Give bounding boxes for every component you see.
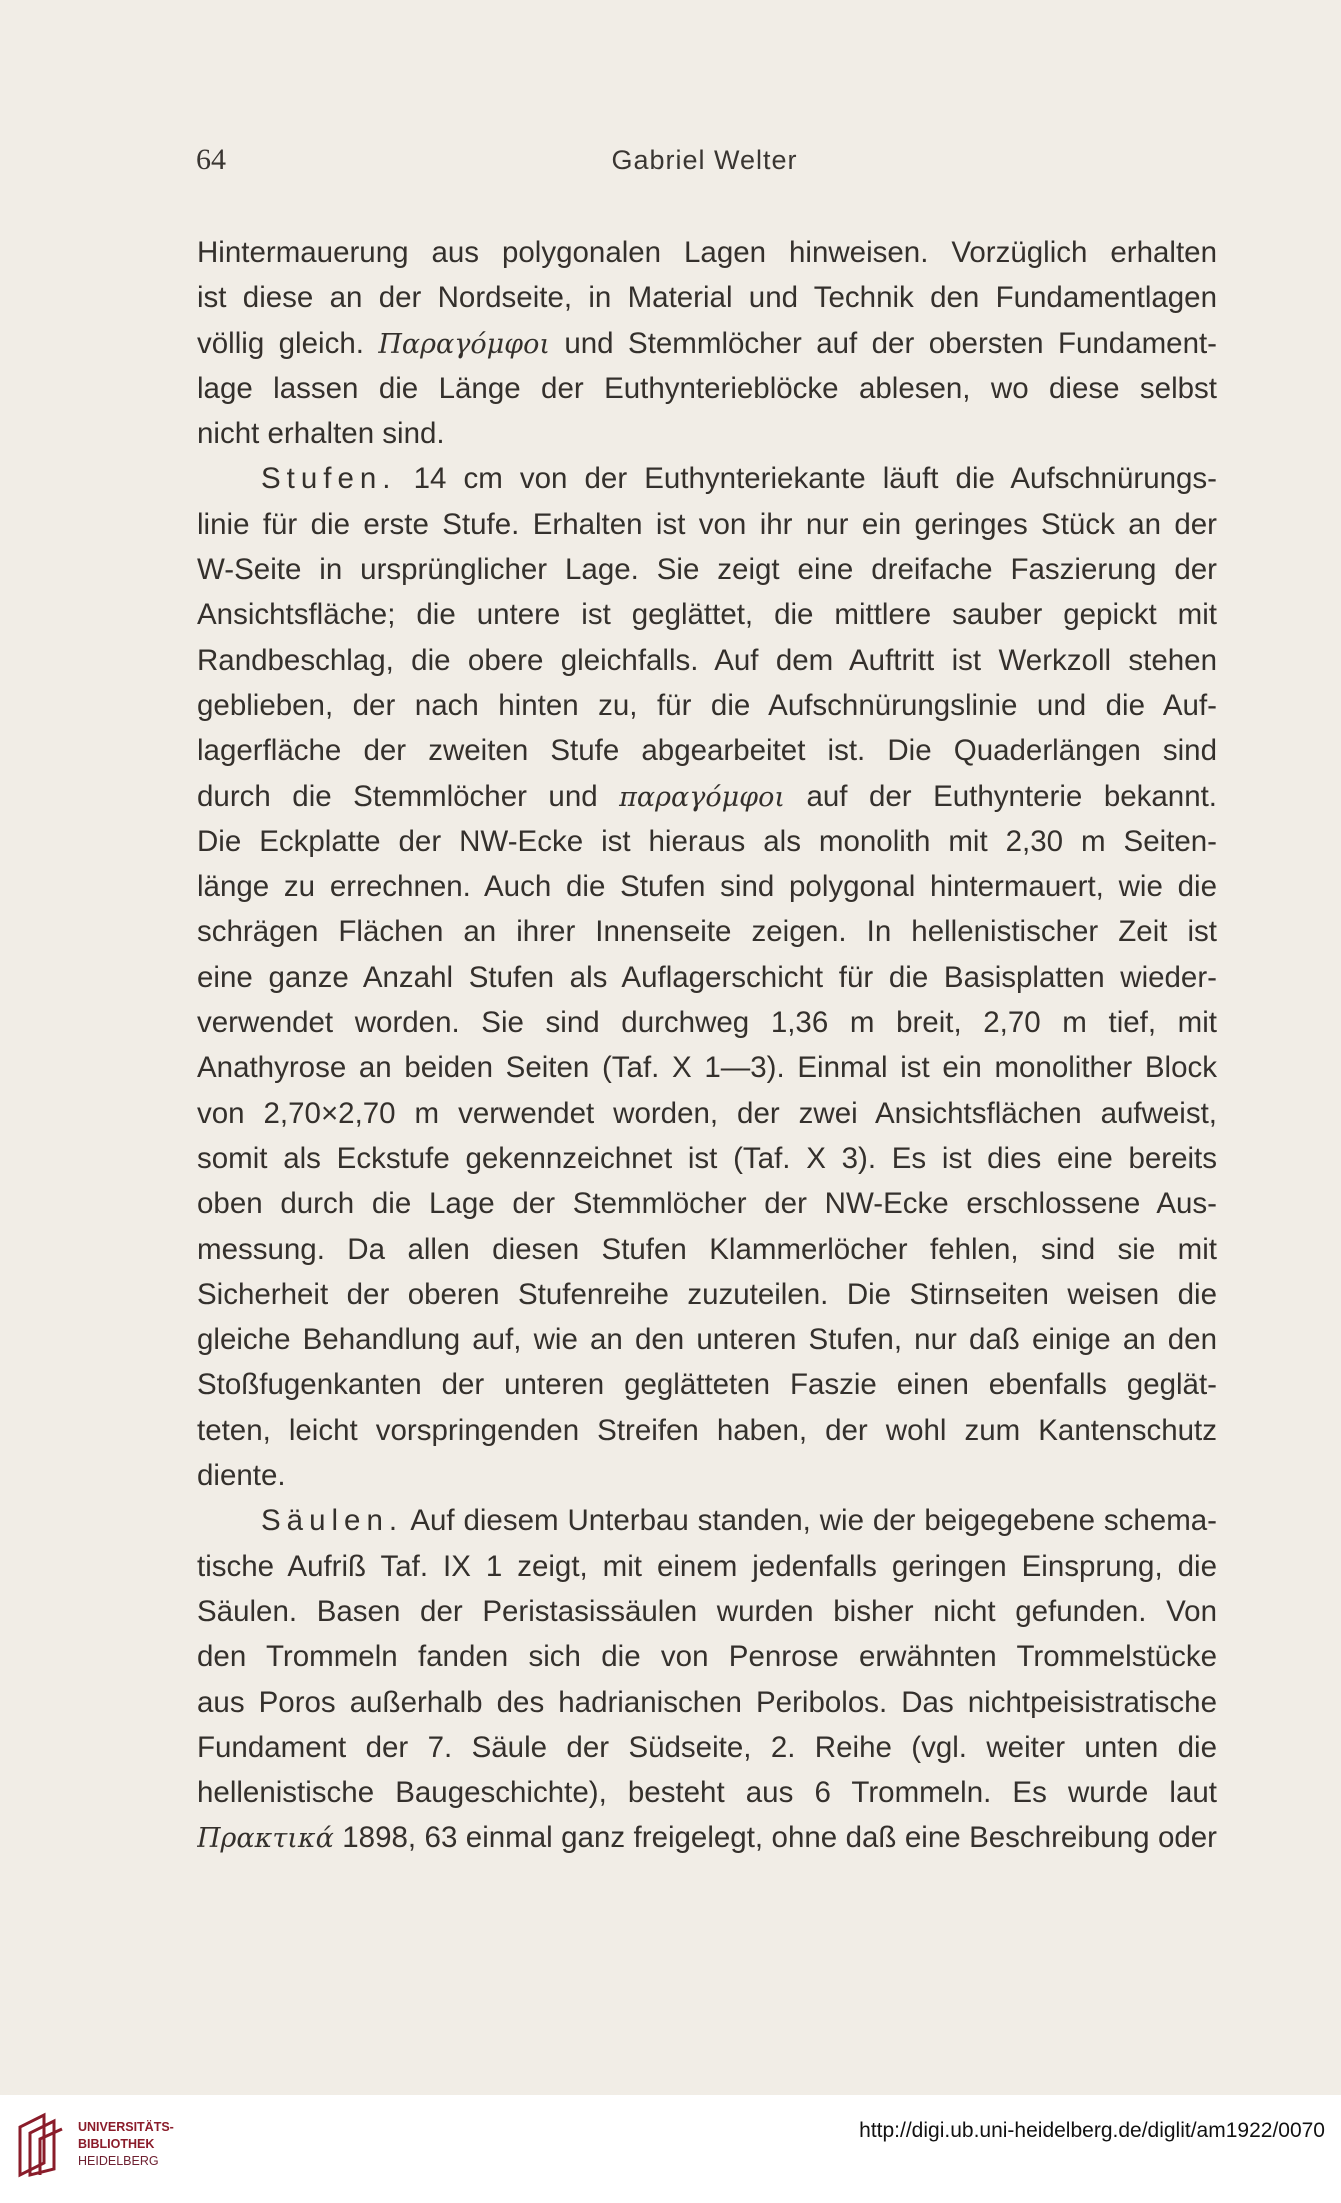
text-line bbox=[197, 1045, 1217, 1090]
line-text: linie für die erste Stufe. Erhalten ist von ihr nur ein geringes Stück an der bbox=[197, 507, 1217, 541]
library-logo-icon bbox=[14, 2109, 66, 2179]
text-line bbox=[197, 1091, 1217, 1136]
line-text: Sicherheit der oberen Stufenreihe zuzuteilen. Die Stirnseiten weisen die bbox=[197, 1277, 1217, 1311]
line-text: W-Seite in ursprünglicher Lage. Sie zeigt eine dreifache Faszierung der bbox=[197, 553, 1217, 587]
line-text: verwendet worden. Sie sind durchweg 1,36 m breit, 2,70 m tief, mit bbox=[197, 1006, 1217, 1040]
line-text: durch die Stemmlöcher und bbox=[197, 779, 620, 813]
text-line bbox=[197, 275, 1217, 320]
text-line bbox=[197, 592, 1217, 637]
line-text: und Stemmlöcher auf der obersten Fundament- bbox=[549, 326, 1217, 360]
text-line bbox=[197, 1770, 1217, 1815]
text-line bbox=[197, 774, 1217, 819]
line-text: Fundament der 7. Säule der Südseite, 2. Reihe (vgl. weiter unten die bbox=[197, 1730, 1217, 1764]
line-text: auf der Euthynterie bekannt. bbox=[784, 779, 1217, 813]
line-text: diente. bbox=[197, 1459, 286, 1493]
text-line bbox=[197, 1725, 1217, 1770]
library-name bbox=[78, 2119, 174, 2170]
line-text: von 2,70×2,70 m verwendet worden, der zwei Ansichtsflächen aufweist, bbox=[197, 1096, 1217, 1130]
line-text: 1898, 63 einmal ganz freigelegt, ohne daß eine Beschreibung oder bbox=[333, 1821, 1217, 1855]
line-text: lagerfläche der zweiten Stufe abgearbeitet ist. Die Quaderlängen sind bbox=[197, 734, 1217, 768]
line-text: 14 cm von der Euthynteriekante läuft die Aufschnürungs- bbox=[396, 462, 1217, 496]
text-line bbox=[197, 547, 1217, 592]
text-line bbox=[197, 1680, 1217, 1725]
greek-term: παραγόμφοι bbox=[619, 781, 785, 813]
line-text: Auf diesem Unterbau standen, wie der beigegebene schema- bbox=[403, 1504, 1217, 1538]
line-text: teten, leicht vorspringenden Streifen haben, der wohl zum Kantenschutz bbox=[197, 1413, 1217, 1447]
permalink-url[interactable]: http://digi.ub.uni-heidelberg.de/diglit/am1922/0070 bbox=[859, 2119, 1325, 2142]
text-line bbox=[197, 1498, 1217, 1543]
line-text: lage lassen die Länge der Euthynterieblöcke ablesen, wo diese selbst bbox=[197, 371, 1217, 405]
line-text: schrägen Flächen an ihrer Innenseite zeigen. In hellenistischer Zeit ist bbox=[197, 915, 1217, 949]
line-text: messung. Da allen diesen Stufen Klammerlöcher fehlen, sind sie mit bbox=[197, 1232, 1217, 1266]
line-text: Randbeschlag, die obere gleichfalls. Auf dem Auftritt ist Werkzoll stehen bbox=[197, 643, 1217, 677]
line-text: gleiche Behandlung auf, wie an den unteren Stufen, nur daß einige an den bbox=[197, 1323, 1217, 1357]
line-text: oben durch die Lage der Stemmlöcher der NW-Ecke erschlossene Aus- bbox=[197, 1187, 1217, 1221]
text-line bbox=[197, 1815, 1217, 1860]
text-line bbox=[197, 1227, 1217, 1272]
greek-term: Παραγόμφοι bbox=[378, 328, 550, 360]
text-line bbox=[197, 1000, 1217, 1045]
line-text: völlig gleich. bbox=[197, 326, 379, 360]
line-text: den Trommeln fanden sich die von Penrose erwähnten Trommelstücke bbox=[197, 1640, 1217, 1674]
greek-term: Πρακτικά bbox=[197, 1823, 334, 1855]
text-line bbox=[197, 230, 1217, 275]
line-text: geblieben, der nach hinten zu, für die Aufschnürungslinie und die Auf- bbox=[197, 688, 1217, 722]
text-line bbox=[197, 1272, 1217, 1317]
line-text: länge zu errechnen. Auch die Stufen sind polygonal hintermauert, wie die bbox=[197, 870, 1217, 904]
text-line bbox=[197, 683, 1217, 728]
text-line bbox=[197, 321, 1217, 366]
line-text: Stoßfugenkanten der unteren geglätteten Faszie einen ebenfalls geglät- bbox=[197, 1368, 1217, 1402]
text-line bbox=[197, 1408, 1217, 1453]
page-number: 64 bbox=[196, 143, 226, 176]
text-line bbox=[197, 819, 1217, 864]
text-line bbox=[197, 1544, 1217, 1589]
line-text: ist diese an der Nordseite, in Material und Technik den Fundamentlagen bbox=[197, 281, 1217, 315]
text-line bbox=[197, 728, 1217, 773]
library-name-line-2: BIBLIOTHEK bbox=[78, 2137, 155, 2151]
text-line bbox=[197, 366, 1217, 411]
running-title: Gabriel Welter bbox=[611, 145, 798, 175]
line-text: tische Aufriß Taf. IX 1 zeigt, mit einem jedenfalls geringen Einsprung, die bbox=[197, 1549, 1217, 1583]
text-line bbox=[197, 909, 1217, 954]
text-line bbox=[197, 638, 1217, 683]
text-line bbox=[197, 1136, 1217, 1181]
text-line bbox=[197, 1362, 1217, 1407]
library-name-line-1: UNIVERSITÄTS- bbox=[78, 2120, 174, 2134]
library-name-line-3: HEIDELBERG bbox=[78, 2154, 159, 2168]
running-head bbox=[196, 143, 1213, 179]
line-text: Anathyrose an beiden Seiten (Taf. X 1—3). Einmal ist ein monolither Block bbox=[197, 1051, 1217, 1085]
text-line bbox=[197, 502, 1217, 547]
footer-bar bbox=[0, 2095, 1341, 2203]
body-text bbox=[197, 230, 1217, 1861]
line-text: somit als Eckstufe gekennzeichnet ist (Taf. X 3). Es ist dies eine bereits bbox=[197, 1141, 1217, 1175]
line-text: Ansichtsfläche; die untere ist geglättet, die mittlere sauber gepickt mit bbox=[197, 598, 1217, 632]
text-line bbox=[197, 456, 1217, 501]
line-text: nicht erhalten sind. bbox=[197, 417, 445, 451]
text-line bbox=[197, 1317, 1217, 1362]
line-text: Säulen. Basen der Peristasissäulen wurden bisher nicht gefunden. Von bbox=[197, 1594, 1217, 1628]
text-line bbox=[197, 1634, 1217, 1679]
text-line bbox=[197, 955, 1217, 1000]
section-heading: Stufen. bbox=[261, 462, 397, 496]
line-text: eine ganze Anzahl Stufen als Auflagerschicht für die Basisplatten wieder- bbox=[197, 960, 1217, 994]
text-line bbox=[197, 1589, 1217, 1634]
line-text: aus Poros außerhalb des hadrianischen Peribolos. Das nichtpeisistratische bbox=[197, 1685, 1217, 1719]
line-text: Die Eckplatte der NW-Ecke ist hieraus als monolith mit 2,30 m Seiten- bbox=[197, 824, 1217, 858]
section-heading: Säulen. bbox=[261, 1504, 404, 1538]
text-line bbox=[197, 864, 1217, 909]
line-text: hellenistische Baugeschichte), besteht aus 6 Trommeln. Es wurde laut bbox=[197, 1776, 1217, 1810]
text-line bbox=[197, 1181, 1217, 1226]
text-line bbox=[197, 411, 1217, 456]
line-text: Hintermauerung aus polygonalen Lagen hinweisen. Vorzüglich erhalten bbox=[197, 236, 1217, 269]
text-line bbox=[197, 1453, 1217, 1498]
